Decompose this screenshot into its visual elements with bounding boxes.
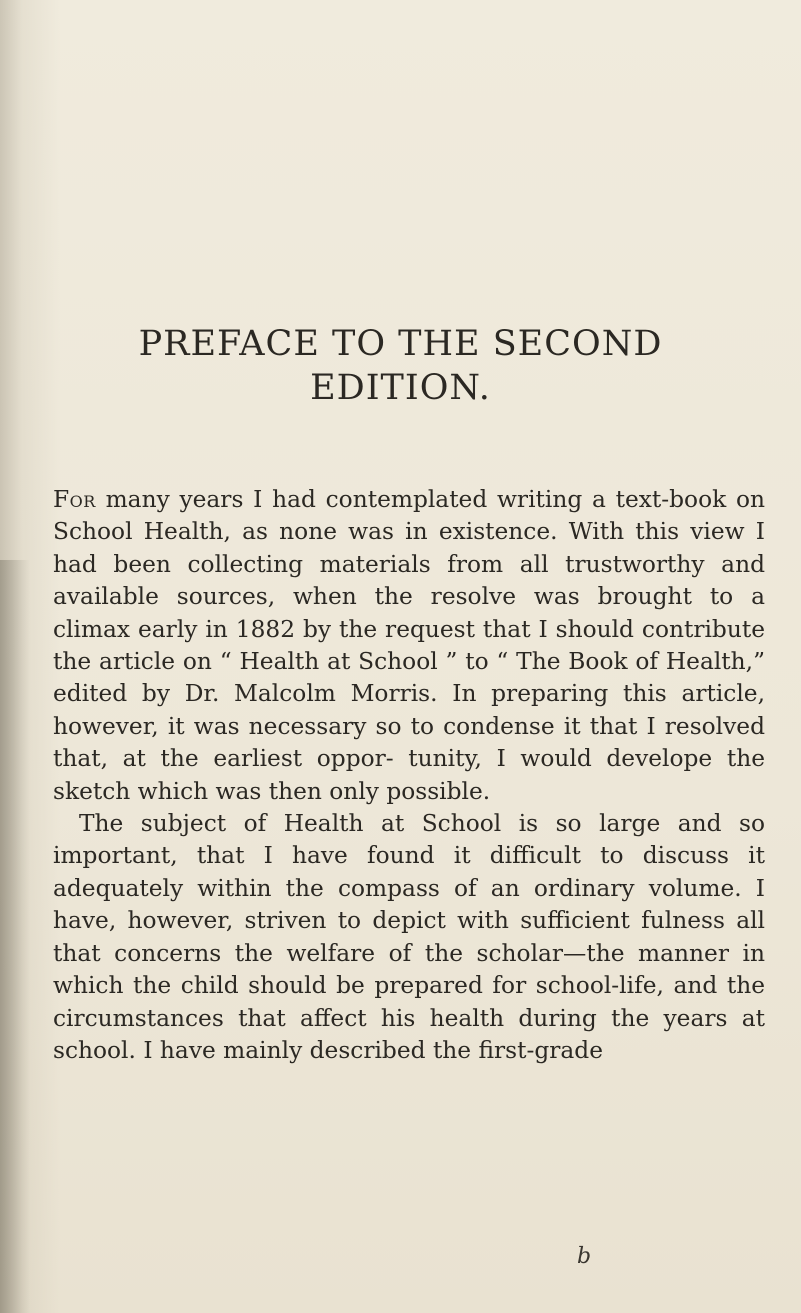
signature-mark: b — [577, 1244, 592, 1269]
paragraph-1-lead: For — [53, 486, 96, 513]
title-line-2: EDITION. — [310, 368, 491, 408]
paragraph-2: The subject of Health at School is so large and so important, that I have found it difficult to discuss it adequately within the compass of an ordinary volume. I have, however, striven to depict with sufficient fulness all that concerns the welfare of the scholar—the manner in which the child should be prepared for school-life, and the circumstances that affect his health during the years at school. I have mainly described the first-grade — [53, 810, 765, 1064]
paragraph-1-text: many years I had contemplated writing a text-book on School Health, as none was in existence. With this view I had been collecting materials from all trustworthy and available sources, when the resolve was brought to a climax early in 1882 by the request that I should contribute the article on “ Health at School ” to “ The Book of Health,” edited by Dr. Malcolm Morris. In preparing this article, however, it was necessary so to condense it that I resolved that, at the earliest oppor- tunity, I would develope the sketch which was then only possible. — [53, 486, 765, 805]
paragraph-1 — [53, 484, 765, 808]
spine-shadow — [0, 560, 30, 1313]
body-text — [53, 484, 765, 1067]
title-line-1: PREFACE TO THE SECOND — [138, 324, 663, 364]
preface-title — [0, 322, 801, 410]
